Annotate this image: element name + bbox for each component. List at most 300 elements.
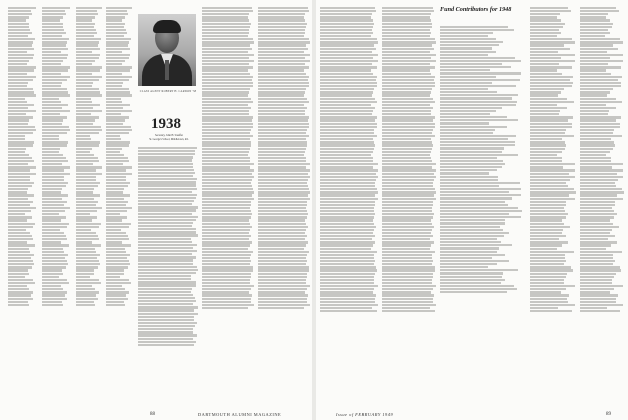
text-line bbox=[42, 188, 62, 190]
text-line bbox=[202, 76, 253, 78]
text-line bbox=[138, 256, 196, 258]
text-line bbox=[440, 213, 509, 215]
text-line bbox=[382, 104, 430, 106]
text-line bbox=[258, 98, 307, 100]
text-line bbox=[106, 107, 123, 109]
text-line bbox=[530, 85, 572, 87]
text-line bbox=[8, 282, 35, 284]
text-line bbox=[138, 259, 193, 261]
text-line bbox=[8, 123, 28, 125]
text-line bbox=[580, 244, 611, 246]
text-line bbox=[382, 32, 431, 34]
class-notes-column-2 bbox=[202, 6, 254, 411]
text-line bbox=[530, 79, 570, 81]
text-line bbox=[580, 91, 610, 93]
text-line bbox=[530, 307, 558, 309]
text-line bbox=[530, 144, 566, 146]
text-line bbox=[42, 57, 67, 59]
text-line bbox=[202, 135, 253, 137]
text-line bbox=[320, 19, 373, 21]
text-line bbox=[440, 54, 488, 56]
text-line bbox=[382, 176, 436, 178]
text-line bbox=[42, 204, 64, 206]
text-line bbox=[580, 123, 620, 125]
text-line bbox=[76, 288, 95, 290]
text-line bbox=[106, 151, 120, 153]
text-line bbox=[106, 294, 126, 296]
text-line bbox=[8, 238, 33, 240]
text-line bbox=[138, 272, 196, 274]
text-line bbox=[382, 173, 434, 175]
text-line bbox=[8, 85, 27, 87]
text-line bbox=[580, 10, 619, 12]
text-line bbox=[382, 241, 434, 243]
text-line bbox=[8, 7, 36, 9]
text-line bbox=[258, 273, 307, 275]
text-line bbox=[382, 279, 432, 281]
text-line bbox=[440, 179, 498, 181]
text-line bbox=[106, 44, 128, 46]
text-line bbox=[202, 251, 253, 253]
text-line bbox=[42, 85, 61, 87]
text-line bbox=[202, 235, 251, 237]
text-line bbox=[440, 285, 514, 287]
text-line bbox=[382, 91, 431, 93]
text-line bbox=[320, 207, 374, 209]
text-line bbox=[382, 273, 433, 275]
text-line bbox=[76, 210, 97, 212]
text-line bbox=[258, 251, 309, 253]
text-line bbox=[76, 66, 102, 68]
text-line bbox=[76, 113, 91, 115]
text-line bbox=[138, 309, 194, 311]
text-line bbox=[42, 260, 67, 262]
text-line bbox=[320, 257, 374, 259]
text-line bbox=[440, 151, 502, 153]
text-line bbox=[42, 135, 59, 137]
text-line bbox=[42, 151, 59, 153]
text-line bbox=[580, 213, 617, 215]
text-line bbox=[76, 244, 101, 246]
text-line bbox=[106, 129, 132, 131]
text-line bbox=[320, 119, 375, 121]
text-line bbox=[138, 322, 197, 324]
text-line bbox=[530, 229, 563, 231]
text-line bbox=[320, 294, 376, 296]
text-line bbox=[76, 157, 98, 159]
text-line bbox=[580, 160, 611, 162]
text-line bbox=[382, 88, 432, 90]
text-line bbox=[76, 141, 100, 143]
text-line bbox=[530, 110, 560, 112]
text-line bbox=[8, 26, 29, 28]
text-line bbox=[440, 160, 503, 162]
text-line bbox=[76, 10, 97, 12]
text-line bbox=[202, 44, 250, 46]
text-line bbox=[8, 107, 28, 109]
text-line bbox=[320, 38, 377, 40]
text-line bbox=[530, 138, 562, 140]
contributor-list-column-2 bbox=[42, 6, 72, 406]
text-line bbox=[258, 104, 304, 106]
text-line bbox=[202, 23, 251, 25]
text-line bbox=[382, 182, 433, 184]
text-line bbox=[76, 126, 101, 128]
text-line bbox=[530, 88, 564, 90]
text-line bbox=[580, 135, 622, 137]
text-line bbox=[106, 101, 122, 103]
text-line bbox=[440, 201, 505, 203]
text-line bbox=[382, 116, 435, 118]
text-line bbox=[42, 216, 66, 218]
text-line bbox=[382, 85, 435, 87]
text-line bbox=[580, 285, 623, 287]
text-line bbox=[258, 107, 307, 109]
text-line bbox=[258, 173, 308, 175]
text-line bbox=[382, 216, 433, 218]
text-line bbox=[202, 188, 253, 190]
text-line bbox=[320, 219, 373, 221]
text-line bbox=[42, 213, 59, 215]
text-line bbox=[42, 207, 70, 209]
text-line bbox=[42, 269, 62, 271]
text-line bbox=[202, 19, 249, 21]
text-line bbox=[580, 23, 613, 25]
text-line bbox=[202, 294, 252, 296]
text-line bbox=[440, 104, 516, 106]
text-line bbox=[440, 229, 503, 231]
text-line bbox=[530, 204, 566, 206]
text-line bbox=[138, 303, 193, 305]
text-line bbox=[580, 19, 610, 21]
text-line bbox=[440, 157, 497, 159]
text-line bbox=[138, 228, 196, 230]
text-line bbox=[76, 194, 100, 196]
text-line bbox=[320, 82, 377, 84]
text-line bbox=[320, 307, 372, 309]
text-line bbox=[42, 41, 67, 43]
text-line bbox=[258, 226, 308, 228]
text-line bbox=[530, 82, 573, 84]
text-line bbox=[106, 35, 124, 37]
text-line bbox=[530, 266, 571, 268]
text-line bbox=[320, 135, 377, 137]
text-line bbox=[202, 16, 248, 18]
text-line bbox=[202, 201, 251, 203]
text-line bbox=[76, 79, 99, 81]
text-line bbox=[530, 10, 571, 12]
text-line bbox=[320, 23, 374, 25]
fund-contributors-intro bbox=[440, 13, 526, 17]
text-line bbox=[530, 298, 567, 300]
text-line bbox=[138, 166, 193, 168]
text-line bbox=[8, 204, 30, 206]
text-line bbox=[8, 119, 29, 121]
text-line bbox=[440, 172, 489, 174]
text-line bbox=[76, 98, 91, 100]
text-line bbox=[138, 200, 194, 202]
text-line bbox=[258, 13, 305, 15]
text-line bbox=[106, 69, 130, 71]
text-line bbox=[530, 169, 575, 171]
text-line bbox=[202, 141, 251, 143]
text-line bbox=[382, 135, 435, 137]
text-line bbox=[42, 266, 66, 268]
text-line bbox=[440, 226, 500, 228]
text-line bbox=[580, 51, 607, 53]
text-line bbox=[320, 29, 372, 31]
text-line bbox=[258, 29, 305, 31]
text-line bbox=[382, 60, 436, 62]
text-line bbox=[106, 173, 132, 175]
text-line bbox=[320, 154, 371, 156]
text-line bbox=[258, 32, 305, 34]
text-line bbox=[138, 169, 194, 171]
text-line bbox=[8, 79, 33, 81]
text-line bbox=[382, 213, 434, 215]
text-line bbox=[8, 191, 27, 193]
text-line bbox=[320, 260, 375, 262]
text-line bbox=[320, 204, 375, 206]
text-line bbox=[76, 166, 102, 168]
text-line bbox=[42, 198, 62, 200]
text-line bbox=[76, 257, 97, 259]
text-line bbox=[106, 216, 127, 218]
text-line bbox=[382, 123, 435, 125]
text-line bbox=[106, 301, 124, 303]
text-line bbox=[106, 219, 122, 221]
text-line bbox=[202, 88, 250, 90]
text-line bbox=[138, 275, 191, 277]
text-line bbox=[76, 148, 92, 150]
text-line bbox=[138, 297, 195, 299]
text-line bbox=[106, 73, 122, 75]
text-line bbox=[530, 166, 563, 168]
text-line bbox=[382, 26, 432, 28]
text-line bbox=[320, 101, 377, 103]
text-line bbox=[382, 248, 430, 250]
text-line bbox=[580, 201, 615, 203]
text-line bbox=[440, 141, 515, 143]
text-line bbox=[320, 182, 375, 184]
text-line bbox=[530, 273, 567, 275]
text-line bbox=[76, 173, 102, 175]
text-line bbox=[320, 144, 375, 146]
text-line bbox=[440, 116, 507, 118]
text-line bbox=[138, 344, 194, 346]
text-line bbox=[258, 213, 308, 215]
text-line bbox=[202, 176, 254, 178]
text-line bbox=[440, 76, 496, 78]
text-line bbox=[320, 188, 377, 190]
text-line bbox=[258, 301, 307, 303]
text-line bbox=[320, 276, 374, 278]
text-line bbox=[138, 244, 197, 246]
text-line bbox=[530, 38, 572, 40]
text-line bbox=[76, 169, 96, 171]
text-line bbox=[530, 241, 568, 243]
text-line bbox=[8, 154, 29, 156]
text-line bbox=[580, 129, 614, 131]
text-line bbox=[320, 216, 374, 218]
text-line bbox=[320, 7, 375, 9]
text-line bbox=[440, 132, 493, 134]
text-line bbox=[138, 263, 193, 265]
text-line bbox=[42, 173, 70, 175]
text-line bbox=[320, 163, 378, 165]
text-line bbox=[258, 269, 309, 271]
text-line bbox=[106, 113, 121, 115]
text-line bbox=[8, 148, 26, 150]
text-line bbox=[320, 229, 374, 231]
text-line bbox=[8, 201, 33, 203]
text-line bbox=[8, 29, 30, 31]
text-line bbox=[138, 325, 195, 327]
text-line bbox=[76, 223, 101, 225]
left-page bbox=[0, 0, 312, 420]
text-line bbox=[320, 13, 372, 15]
text-line bbox=[530, 216, 566, 218]
text-line bbox=[8, 166, 36, 168]
text-line bbox=[202, 226, 252, 228]
text-line bbox=[76, 51, 92, 53]
text-line bbox=[580, 116, 621, 118]
text-line bbox=[530, 310, 572, 312]
text-line bbox=[530, 276, 566, 278]
text-line bbox=[530, 57, 561, 59]
text-line bbox=[202, 73, 250, 75]
text-line bbox=[76, 291, 99, 293]
text-line bbox=[382, 194, 434, 196]
text-line bbox=[202, 113, 249, 115]
text-line bbox=[580, 48, 618, 50]
text-line bbox=[320, 185, 375, 187]
text-line bbox=[8, 182, 34, 184]
text-line bbox=[76, 182, 100, 184]
text-line bbox=[138, 331, 193, 333]
text-line bbox=[8, 60, 29, 62]
text-line bbox=[202, 7, 252, 9]
text-line bbox=[440, 29, 514, 31]
text-line bbox=[258, 85, 309, 87]
text-line bbox=[8, 219, 27, 221]
text-line bbox=[258, 276, 307, 278]
text-line bbox=[138, 294, 193, 296]
contributor-list-column-3 bbox=[76, 6, 104, 406]
text-line bbox=[138, 247, 193, 249]
text-line bbox=[8, 48, 34, 50]
text-line bbox=[580, 41, 623, 43]
text-line bbox=[8, 216, 32, 218]
text-line bbox=[530, 285, 575, 287]
text-line bbox=[320, 194, 375, 196]
text-line bbox=[138, 300, 196, 302]
text-line bbox=[8, 254, 34, 256]
text-line bbox=[8, 151, 25, 153]
text-line bbox=[258, 113, 305, 115]
text-line bbox=[76, 48, 100, 50]
text-line bbox=[440, 238, 497, 240]
text-line bbox=[76, 213, 90, 215]
text-line bbox=[106, 163, 123, 165]
text-line bbox=[320, 10, 376, 12]
text-line bbox=[320, 91, 373, 93]
text-line bbox=[320, 76, 377, 78]
text-line bbox=[202, 232, 249, 234]
text-line bbox=[8, 94, 36, 96]
text-line bbox=[440, 182, 520, 184]
text-line bbox=[42, 248, 63, 250]
text-line bbox=[258, 219, 305, 221]
text-line bbox=[138, 269, 198, 271]
text-line bbox=[580, 257, 613, 259]
text-line bbox=[258, 88, 306, 90]
text-line bbox=[320, 69, 371, 71]
text-line bbox=[202, 48, 252, 50]
text-line bbox=[76, 185, 98, 187]
text-line bbox=[258, 254, 307, 256]
text-line bbox=[258, 216, 307, 218]
text-line bbox=[580, 157, 611, 159]
text-line bbox=[580, 169, 623, 171]
text-line bbox=[258, 201, 307, 203]
text-line bbox=[382, 54, 436, 56]
text-line bbox=[106, 79, 129, 81]
text-line bbox=[258, 229, 306, 231]
text-line bbox=[440, 51, 496, 53]
text-line bbox=[382, 229, 432, 231]
text-line bbox=[106, 138, 121, 140]
text-line bbox=[106, 279, 129, 281]
text-line bbox=[42, 26, 63, 28]
text-line bbox=[530, 163, 575, 165]
text-line bbox=[382, 226, 434, 228]
text-line bbox=[320, 16, 371, 18]
text-line bbox=[76, 298, 98, 300]
text-line bbox=[440, 26, 508, 28]
text-line bbox=[258, 279, 306, 281]
text-line bbox=[42, 10, 65, 12]
text-line bbox=[530, 148, 565, 150]
text-line bbox=[320, 32, 373, 34]
text-line bbox=[42, 88, 67, 90]
text-line bbox=[580, 226, 619, 228]
text-line bbox=[202, 169, 254, 171]
text-line bbox=[258, 157, 306, 159]
text-line bbox=[580, 29, 608, 31]
text-line bbox=[382, 151, 431, 153]
text-line bbox=[42, 254, 68, 256]
text-line bbox=[202, 166, 250, 168]
text-line bbox=[580, 276, 614, 278]
text-line bbox=[320, 107, 375, 109]
text-line bbox=[106, 85, 122, 87]
text-line bbox=[320, 54, 378, 56]
text-line bbox=[76, 60, 95, 62]
text-line bbox=[580, 85, 621, 87]
text-line bbox=[530, 232, 562, 234]
text-line bbox=[76, 144, 99, 146]
text-line bbox=[138, 225, 192, 227]
text-line bbox=[42, 48, 68, 50]
text-line bbox=[202, 291, 249, 293]
text-line bbox=[580, 194, 617, 196]
text-line bbox=[106, 223, 131, 225]
text-line bbox=[106, 166, 132, 168]
text-line bbox=[580, 76, 622, 78]
text-line bbox=[106, 94, 132, 96]
text-line bbox=[258, 63, 305, 65]
